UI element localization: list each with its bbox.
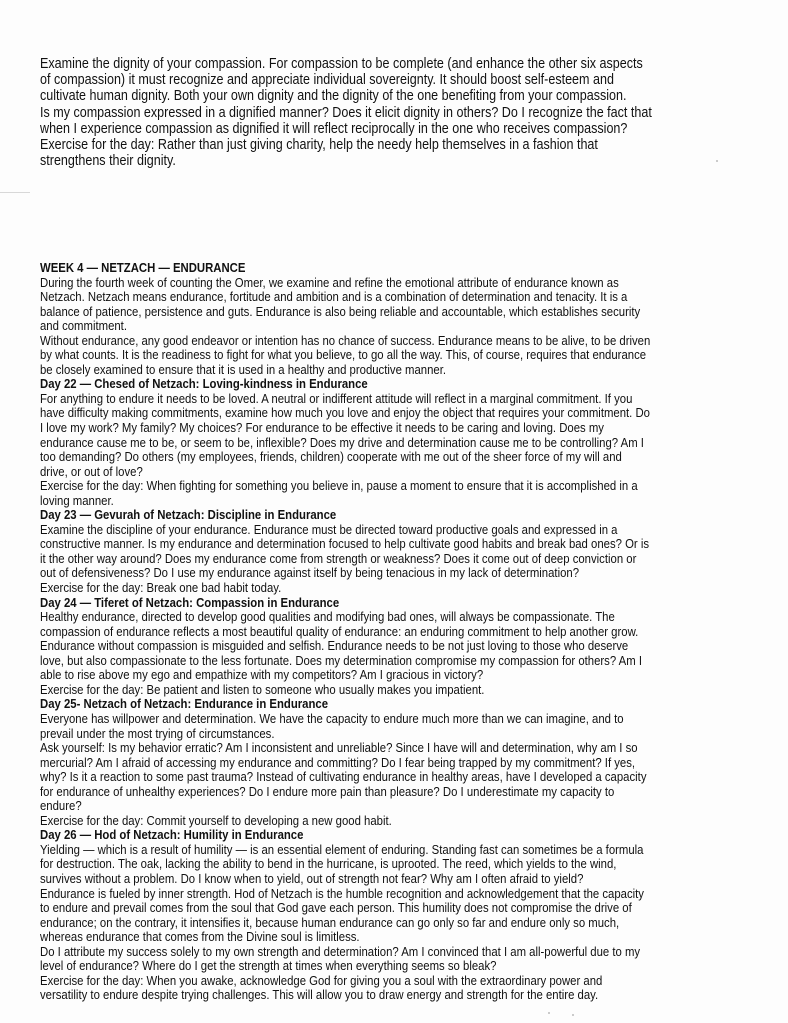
text-line: strengthens their dignity. (40, 153, 176, 170)
text-line: by what counts. It is the readiness to fight for what you believe, to go all the way. This, of course, requires that endurance (40, 347, 647, 363)
text-line: level of endurance? Where do I get the strength at times when everything seems so bleak? (40, 958, 497, 974)
text-line: prevail under the most trying of circumstances. (40, 725, 275, 741)
text-line: Endurance without compassion is misguided and selfish. Endurance needs to be not just loving to those who deserve (40, 638, 629, 654)
text-line: Examine the dignity of your compassion. For compassion to be complete (and enhance the other six aspects (40, 56, 643, 72)
week-section (40, 261, 775, 1003)
text-line: mercurial? Am I afraid of accessing my endurance and committing? Do I fear being trapped by my commitment? If yes, (40, 754, 636, 770)
text-line: Exercise for the day: Commit yourself to developing a new good habit. (40, 812, 392, 828)
scan-artifact (0, 192, 30, 193)
day-22-section (40, 377, 775, 508)
week-heading: WEEK 4 — NETZACH — ENDURANCE (40, 260, 246, 275)
text-line: Examine the discipline of your endurance. Endurance must be directed toward productive goals and expressed in a (40, 521, 618, 537)
text-line: out of defensiveness? Do I use my endurance against itself by being tenacious in my lack of determination? (40, 565, 580, 581)
text-line: compassion of endurance reflects a most beautiful quality of endurance: an enduring commitment to help another grow. (40, 623, 639, 639)
text-line: Netzach. Netzach means endurance, fortitude and ambition and is a combination of determination and tenacity. It is a (40, 289, 628, 305)
text-line: be closely examined to ensure that it is used in a healthy and productive manner. (40, 361, 447, 377)
text-line: love, but also compassionate to the less fortunate. Does my determination compromise my compassion for others? Am I (40, 652, 642, 668)
day-heading: Day 26 — Hod of Netzach: Humility in Endurance (40, 827, 304, 843)
text-line: drive, or out of love? (40, 463, 143, 479)
text-line: for destruction. The oak, lacking the ability to bend in the hurricane, is uprooted. The reed, which yields to the wind, (40, 856, 617, 872)
text-line: loving manner. (40, 492, 114, 508)
text-line: Without endurance, any good endeavor or intention has no chance of success. Endurance means to be alive, to be driven (40, 332, 651, 348)
scan-artifact (548, 1012, 550, 1014)
text-line: Exercise for the day: When fighting for something you believe in, pause a moment to ensure that it is accomplished in a (40, 478, 638, 494)
text-line: why? Is it a reaction to some past trauma? Instead of cultivating endurance in healthy areas, have I developed a capacity (40, 769, 647, 785)
text-line: it the other way around? Does my endurance come from strength or weakness? Does it come out of deep conviction or (40, 550, 637, 566)
text-line: endure? (40, 798, 82, 814)
text-line: survives without a problem. Do I know when to yield, out of strength not fear? Why am I often afraid to yield? (40, 870, 584, 886)
day-heading: Day 23 — Gevurah of Netzach: Discipline in Endurance (40, 507, 337, 523)
text-line: of compassion) it must recognize and appreciate individual sovereignty. It should boost self-esteem and (40, 72, 614, 89)
text-line: Do I attribute my success solely to my own strength and determination? Am I convinced that I am all-powerful due to my (40, 943, 641, 959)
text-line: balance of patience, persistence and guts. Endurance is also being reliable and accountable, which establishes security (40, 303, 641, 319)
text-line: I love my work? My family? My choices? For endurance to be effective it needs to be caring and loving. Does my (40, 420, 604, 436)
day-heading: Day 24 — Tiferet of Netzach: Compassion in Endurance (40, 594, 340, 610)
day-heading: Day 22 — Chesed of Netzach: Loving-kindness in Endurance (40, 376, 368, 392)
text-line: endurance cause me to be, or seem to be, inflexible? Does my drive and determination cause me to be controlling? Am I (40, 434, 644, 450)
top-paragraph (40, 56, 775, 169)
text-line: constructive manner. Is my endurance and determination focused to help cultivate good habits and break bad ones? Or is (40, 536, 650, 552)
text-line: cultivate human dignity. Both your own dignity and the dignity of the one benefiting from your compassion. (40, 88, 627, 105)
text-line: Exercise for the day: Be patient and listen to someone who usually makes you impatient. (40, 681, 485, 697)
text-line: whereas endurance that comes from the Divine soul is limitless. (40, 929, 360, 945)
text-line: to endure and prevail comes from the soul that God gave each person. This humility does not compromise the drive of (40, 900, 632, 916)
text-line: endurance; on the contrary, it intensifies it, because human endurance can go only so far and endure only so much, (40, 914, 620, 930)
text-line: Endurance is fueled by inner strength. Hod of Netzach is the humble recognition and acknowledgement that the capacity (40, 885, 644, 901)
text-line: Yielding — which is a result of humility — is an essential element of enduring. Standing fast can sometimes be a formula (40, 841, 644, 857)
text-line: for endurance of unhealthy experiences? Do I endure more pain than pleasure? Do I underestimate my capacity to (40, 783, 615, 799)
text-line: have difficulty making commitments, examine how much you love and enjoy the object that requires your commitment. Do (40, 405, 650, 421)
text-line: and commitment. (40, 318, 127, 334)
text-line: able to rise above my ego and empathize with my competitors? Am I gracious in victory? (40, 667, 484, 683)
text-line: versatility to endure despite trying challenges. This will allow you to draw energy and strength for the entire day. (40, 987, 599, 1003)
text-line: Is my compassion expressed in a dignified manner? Does it elicit dignity in others? Do I recognize the fact that (40, 104, 652, 121)
day-25-section (40, 697, 775, 828)
text-line: Healthy endurance, directed to develop good qualities and modifying bad ones, will always be compassionate. The (40, 609, 615, 625)
text-line: Exercise for the day: Rather than just giving charity, help the needy help themselves in a fashion that (40, 136, 598, 153)
day-heading: Day 25- Netzach of Netzach: Endurance in Endurance (40, 696, 329, 712)
text-line: Everyone has willpower and determination. We have the capacity to endure much more than we can imagine, and to (40, 710, 624, 726)
day-23-section (40, 508, 775, 595)
text-line: Exercise for the day: Break one bad habit today. (40, 580, 282, 596)
text-line: when I experience compassion as dignified it will reflect reciprocally in the one who receives compassion? (40, 120, 628, 137)
text-line: For anything to endure it needs to be loved. A neutral or indifferent attitude will reflect in a marginal commitment. If you (40, 390, 633, 406)
scan-artifact (572, 1014, 574, 1016)
day-24-section (40, 596, 775, 698)
text-line: too demanding? Do others (my employees, friends, children) cooperate with me out of the sheer force of my will and (40, 449, 622, 465)
text-line: During the fourth week of counting the Omer, we examine and refine the emotional attribute of endurance known as (40, 274, 619, 290)
week-intro (40, 276, 775, 378)
text-line: Ask yourself: Is my behavior erratic? Am I inconsistent and unreliable? Since I have will and determination, why am I so (40, 740, 638, 756)
text-line: Exercise for the day: When you awake, acknowledge God for giving you a soul with the extraordinary power and (40, 972, 603, 988)
day-26-section (40, 828, 775, 1003)
